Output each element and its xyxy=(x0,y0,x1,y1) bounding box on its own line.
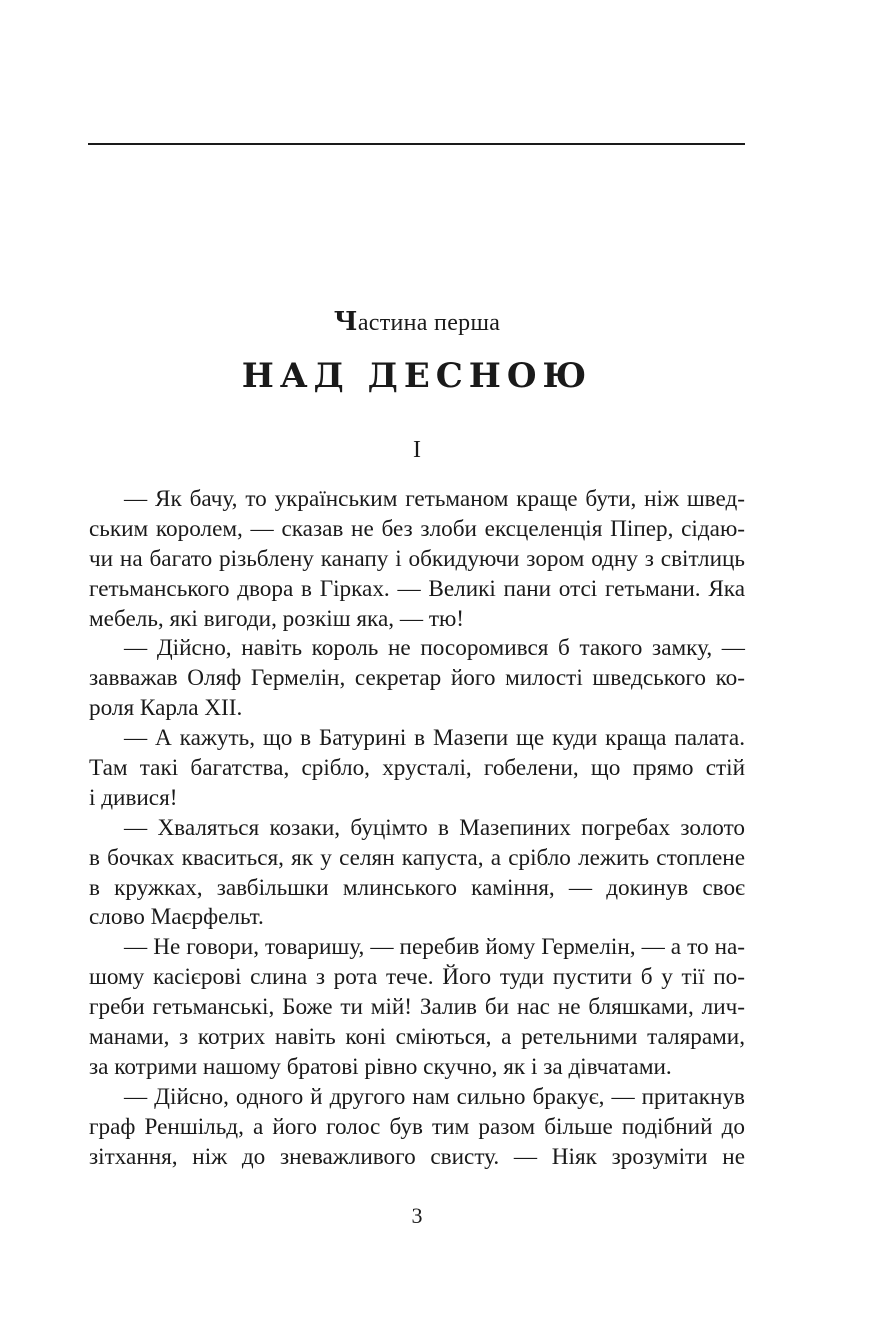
text-line: в бочках кваситься, як у селян капуста, а срібло лежить стоплене xyxy=(89,844,745,871)
text-line: — А кажуть, що в Батурині в Мазепи ще куди краща палата. xyxy=(124,725,745,752)
text-line: — Дійсно, навіть король не посоромився б такого замку, — xyxy=(124,635,745,662)
part-label-initial: Ч xyxy=(333,307,358,337)
text-line: — Як бачу, то українським гетьманом краще бути, ніж швед- xyxy=(124,486,745,512)
text-line: роля Карла XII. xyxy=(89,695,243,722)
text-line: греби гетьманські, Боже ти мій! Залив би нас не бляшками, лич- xyxy=(89,994,745,1021)
text-line: і дивися! xyxy=(89,784,178,811)
text-line: шому касієрові слина з рота тече. Його туди пустити б у тії по- xyxy=(89,964,745,991)
text-line: завважав Оляф Гермелін, секретар його милості шведського ко- xyxy=(89,665,745,692)
chapter-number: I xyxy=(413,437,421,463)
text-line: — Не говори, товаришу, — перебив йому Гермелін, — а то на- xyxy=(124,934,745,961)
body-text xyxy=(89,485,745,1172)
text-line: слово Маєрфельт. xyxy=(89,904,264,931)
text-line: манами, з котрих навіть коні сміються, а ретельними талярами, xyxy=(89,1024,745,1051)
text-line: Там такі багатства, срібло, хрусталі, гобелени, що прямо стій xyxy=(89,755,745,782)
text-line: граф Реншільд, а його голос був тим разом більше подібний до xyxy=(89,1113,745,1140)
text-line: чи на багато різьблену канапу і обкидуючи зором одну з світлиць xyxy=(89,545,745,572)
part-label-rest: астина перша xyxy=(357,310,501,336)
text-line: — Хваляться козаки, буцімто в Мазепиних погребах золото xyxy=(124,814,745,841)
page-number: 3 xyxy=(411,1203,423,1228)
text-line: ським королем, — сказав не без злоби ексцеленція Піпер, сідаю- xyxy=(89,515,745,542)
text-line: — Дійсно, одного й другого нам сильно бракує, — притакнув xyxy=(124,1083,745,1110)
text-line: мебель, які вигоди, розкіш яка, — тю! xyxy=(89,605,465,632)
text-line: зітхання, ніж до зневажливого свисту. — Ніяк зрозуміти не xyxy=(89,1143,745,1170)
part-label xyxy=(0,307,834,337)
text-line: гетьманського двора в Гірках. — Великі пани отсі гетьмани. Яка xyxy=(89,575,745,602)
text-line: за котрими нашому братові рівно скучно, як і за дівчатами. xyxy=(89,1053,672,1080)
part-title: НАД ДЕСНОЮ xyxy=(241,356,593,396)
text-line: в кружках, завбільшки млинського каміння, — докинув своє xyxy=(89,874,745,901)
header-rule xyxy=(88,143,745,145)
